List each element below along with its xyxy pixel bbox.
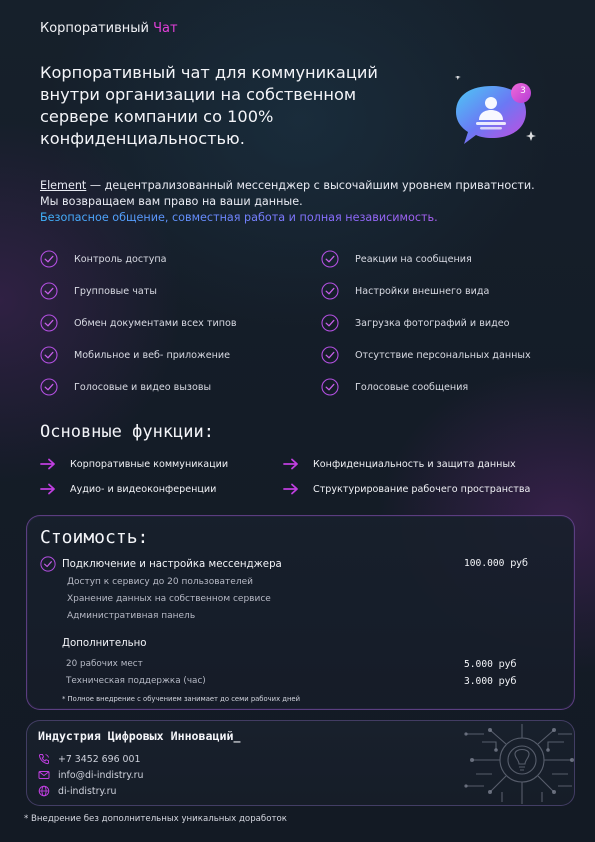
check-circle-icon bbox=[40, 346, 58, 364]
arrow-right-icon bbox=[40, 483, 56, 495]
function-item bbox=[40, 481, 283, 497]
check-circle-icon bbox=[40, 556, 56, 572]
check-circle-icon bbox=[40, 314, 58, 332]
hero-text: Корпоративный чат для коммуникаций внутри организации на собственном сервере компании со 100% конфиденциальностью. bbox=[40, 63, 378, 148]
price-currency: руб bbox=[498, 676, 517, 687]
feature-item bbox=[321, 346, 580, 364]
arrow-right-icon bbox=[283, 483, 299, 495]
circuit-lightbulb-icon bbox=[462, 722, 574, 804]
check-circle-icon bbox=[321, 250, 339, 268]
cost-main-item bbox=[40, 556, 282, 572]
contact-email[interactable] bbox=[38, 769, 143, 781]
site-text: di-indistry.ru bbox=[58, 785, 117, 797]
check-circle-icon bbox=[40, 282, 58, 300]
globe-icon bbox=[38, 785, 50, 797]
function-item bbox=[40, 456, 283, 472]
check-circle-icon bbox=[321, 314, 339, 332]
cost-detail: Хранение данных на собственном сервисе bbox=[67, 594, 271, 604]
feature-label: Загрузка фотографий и видео bbox=[355, 317, 510, 329]
feature-item bbox=[40, 282, 321, 300]
price-currency: руб bbox=[498, 659, 517, 670]
price-value: 3.000 bbox=[464, 676, 493, 687]
function-label: Корпоративные коммуникации bbox=[70, 458, 229, 470]
feature-label: Настройки внешнего вида bbox=[355, 285, 490, 297]
price-value: 100.000 bbox=[464, 558, 505, 569]
extras-title: Дополнительно bbox=[62, 638, 147, 649]
feature-label: Голосовые сообщения bbox=[355, 381, 469, 393]
chat-badge-count: 3 bbox=[520, 86, 526, 96]
arrow-right-icon bbox=[40, 458, 56, 470]
element-link[interactable]: Element bbox=[40, 179, 87, 192]
feature-item bbox=[321, 378, 580, 396]
function-item bbox=[283, 481, 580, 497]
feature-item bbox=[40, 314, 321, 332]
price-value: 5.000 bbox=[464, 659, 493, 670]
company-name: Индустрия Цифровых Инноваций_ bbox=[38, 729, 241, 743]
footnote: * Внедрение без дополнительных уникальных доработок bbox=[24, 814, 287, 824]
intro-highlight: Безопасное общение, совместная работа и полная независимость. bbox=[40, 210, 580, 226]
functions-grid bbox=[40, 456, 580, 497]
feature-label: Контроль доступа bbox=[74, 253, 167, 265]
function-label: Конфиденциальность и защита данных bbox=[313, 458, 516, 470]
check-circle-icon bbox=[40, 250, 58, 268]
cost-detail: Административная панель bbox=[67, 611, 196, 621]
extra-label: 20 рабочих мест bbox=[66, 659, 143, 669]
function-item bbox=[283, 456, 580, 472]
cost-note: * Полное внедрение с обучением занимает до семи рабочих дней bbox=[62, 695, 301, 703]
intro-line2: Мы возвращаем вам право на ваши данные. bbox=[40, 195, 303, 208]
cost-main-price bbox=[464, 558, 528, 569]
extra-label: Техническая поддержка (час) bbox=[66, 676, 206, 686]
feature-item bbox=[40, 346, 321, 364]
cost-detail: Доступ к сервису до 20 пользователей bbox=[67, 577, 253, 587]
extra-price bbox=[464, 659, 516, 670]
feature-label: Обмен документами всех типов bbox=[74, 317, 237, 329]
phone-icon bbox=[38, 753, 50, 765]
price-currency: руб bbox=[510, 558, 528, 569]
feature-label: Мобильное и веб- приложение bbox=[74, 349, 231, 361]
feature-item bbox=[321, 250, 580, 268]
functions-title: Основные функции: bbox=[40, 422, 214, 442]
intro-block bbox=[40, 178, 580, 226]
feature-item bbox=[321, 314, 580, 332]
intro-line1: — децентрализованный мессенджер с высочайшим уровнем приватности. bbox=[86, 179, 535, 192]
brand-prefix: Корпоративный bbox=[40, 21, 154, 36]
feature-item bbox=[40, 378, 321, 396]
brand-title bbox=[40, 21, 178, 36]
arrow-right-icon bbox=[283, 458, 299, 470]
feature-item bbox=[321, 282, 580, 300]
contact-site[interactable] bbox=[38, 785, 116, 797]
features-grid bbox=[40, 250, 580, 396]
feature-label: Реакции на сообщения bbox=[355, 253, 472, 265]
mail-icon bbox=[38, 769, 50, 781]
email-text: info@di-indistry.ru bbox=[58, 769, 144, 781]
feature-label: Отсутствие персональных данных bbox=[355, 349, 531, 361]
feature-item bbox=[40, 250, 321, 268]
function-label: Аудио- и видеоконференции bbox=[70, 483, 217, 495]
check-circle-icon bbox=[40, 378, 58, 396]
phone-text: +7 3452 696 001 bbox=[58, 753, 141, 765]
feature-label: Голосовые и видео вызовы bbox=[74, 381, 212, 393]
check-circle-icon bbox=[321, 378, 339, 396]
function-label: Структурирование рабочего пространства bbox=[313, 483, 531, 495]
brand-accent: Чат bbox=[153, 21, 178, 36]
cost-title: Стоимость: bbox=[40, 527, 149, 548]
check-circle-icon bbox=[321, 346, 339, 364]
feature-label: Групповые чаты bbox=[74, 285, 157, 297]
contact-phone[interactable] bbox=[38, 753, 140, 765]
check-circle-icon bbox=[321, 282, 339, 300]
cost-main-label: Подключение и настройка мессенджера bbox=[62, 558, 282, 570]
extra-price bbox=[464, 676, 516, 687]
